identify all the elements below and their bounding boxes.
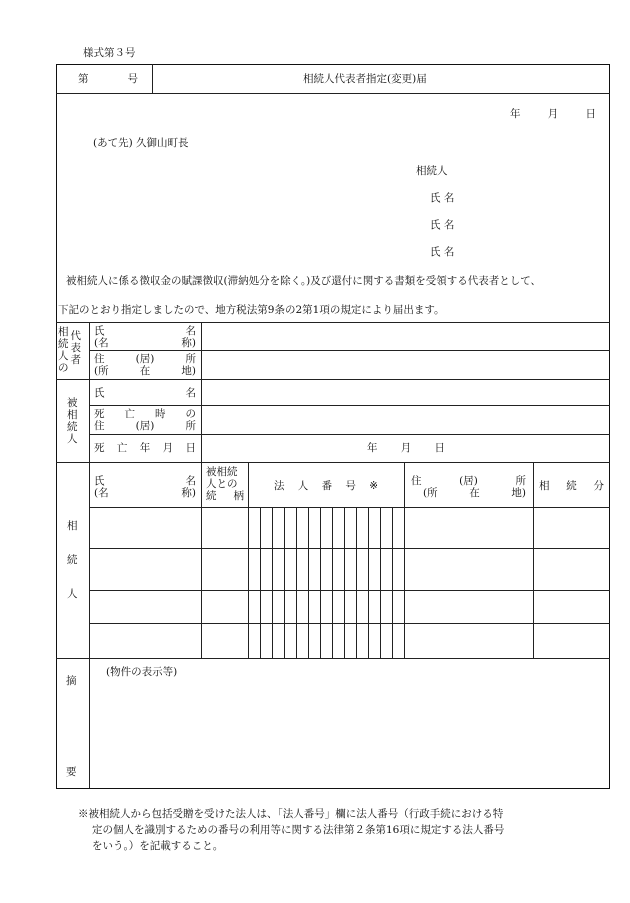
decedent-last-address-label: 死 亡 時 の bbox=[94, 408, 196, 420]
rep-address-label-sub: (所 在 地) bbox=[94, 365, 196, 377]
frame-right bbox=[609, 64, 610, 788]
heirs-side-label: 相 続 人 bbox=[67, 520, 78, 600]
frame-bottom bbox=[56, 788, 610, 789]
rep-name-label: 氏 名 bbox=[94, 325, 196, 337]
footnote-line-1: ※被相続人から包括受贈を受けた法人は、「法人番号」欄に法人番号（行政手続における特 bbox=[78, 808, 504, 820]
heirs-header-inheritance-share: 相 続 分 bbox=[539, 480, 604, 492]
footnote-line-3: をいう。）を記載すること。 bbox=[92, 840, 224, 852]
dai-go-label: 第 号 bbox=[78, 73, 138, 85]
decedent-death-date-value: 年 月 日 bbox=[367, 442, 445, 454]
heirs-header-address: 住 (居) 所 bbox=[411, 475, 526, 487]
heirs-header-name-sub: (名 称) bbox=[94, 487, 196, 499]
frame-top bbox=[56, 64, 610, 65]
representative-side-label: 相 続 人 の 代 表 者 bbox=[58, 326, 81, 374]
rep-name-label-sub: (名 称) bbox=[94, 337, 196, 349]
heirs-header-corporate-number: 法 人 番 号 ※ bbox=[274, 480, 378, 492]
rep-address-label: 住 (居) 所 bbox=[94, 353, 196, 365]
footnote bbox=[78, 806, 568, 854]
form-title: 相続人代表者指定(変更)届 bbox=[303, 73, 427, 85]
decedent-last-address-label-sub: 住 (居) 所 bbox=[94, 420, 196, 432]
heirs-header-name: 氏 名 bbox=[94, 475, 196, 487]
remarks-content: (物件の表示等) bbox=[106, 666, 178, 678]
decedent-side-label: 被 相 続 人 bbox=[67, 397, 78, 445]
footnote-line-2: 定の個人を識別するための番号の利用等に関する法律第２条第16項に規定する法人番号 bbox=[92, 824, 505, 836]
heirs-header-address-sub: (所 在 地) bbox=[423, 487, 526, 499]
heirs-header-relationship-1: 被相続 bbox=[206, 466, 238, 478]
decedent-name-label: 氏 名 bbox=[94, 387, 196, 399]
body-text-line-1: 被相続人に係る徴収金の賦課徴収(滞納処分を除く。)及び還付に関する書類を受領する代表者として、 bbox=[66, 275, 542, 287]
decedent-death-date-label: 死 亡 年 月 日 bbox=[94, 442, 196, 454]
heirs-header-relationship-3: 続 柄 bbox=[206, 490, 244, 502]
applicant-label: 相続人 bbox=[416, 165, 448, 177]
remarks-side-label-top: 摘 bbox=[66, 675, 77, 687]
addressee: (あて先) 久御山町長 bbox=[93, 137, 189, 149]
frame-left bbox=[56, 64, 57, 788]
submission-date: 年 月 日 bbox=[510, 108, 596, 120]
body-text-line-2: 下記のとおり指定しましたので、地方税法第9条の2第1項の規定により届出ます。 bbox=[58, 304, 445, 316]
applicant-name-label-2: 氏 名 bbox=[430, 219, 455, 231]
applicant-name-label-1: 氏 名 bbox=[430, 192, 455, 204]
heirs-header-relationship-2: 人との bbox=[206, 478, 238, 490]
applicant-name-label-3: 氏 名 bbox=[430, 246, 455, 258]
remarks-side-label-bottom: 要 bbox=[66, 766, 77, 778]
form-number: 様式第３号 bbox=[83, 47, 136, 59]
